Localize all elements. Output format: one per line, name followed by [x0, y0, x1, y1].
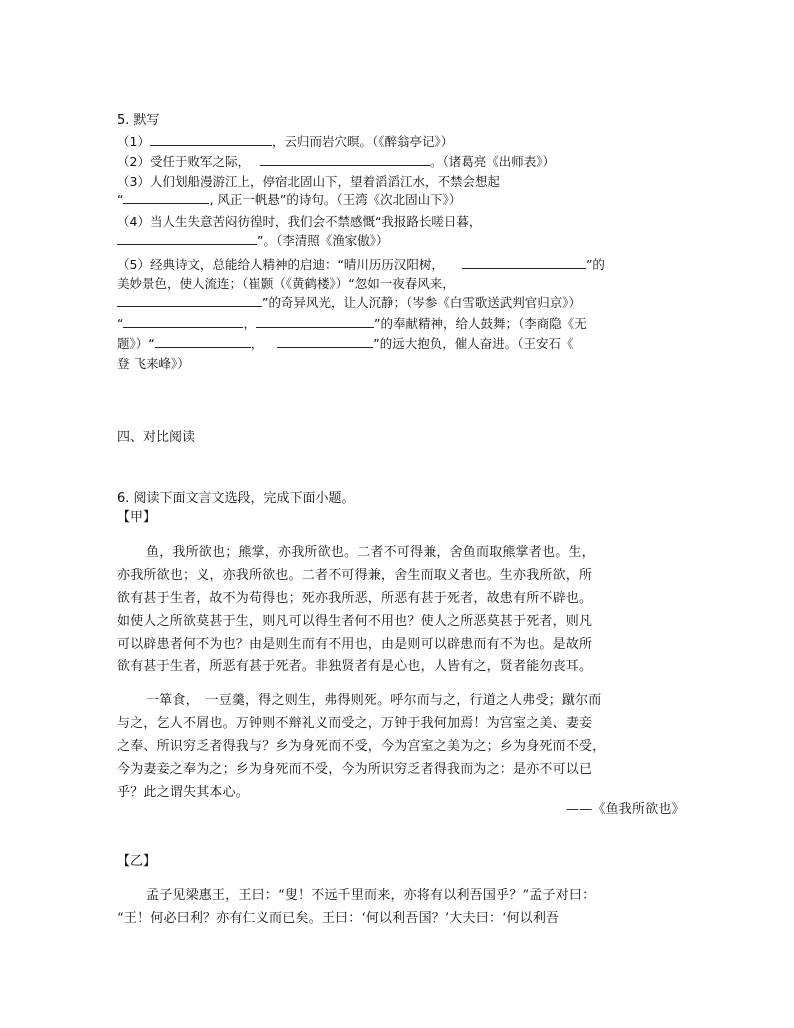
q5-line-7-prefix: （5）经典诗文，总能给人精神的启迪：“晴川历历汉阳树， — [117, 257, 444, 272]
passage-jia-p1-line: 鱼，我所欲也；熊掌，亦我所欲也。二者不可得兼，舍鱼而取熊掌者也。生， — [146, 545, 595, 560]
passage-jia-p1-line: 欲有甚于生者，故不为苟得也；死亦我所恶，所恶有甚于死者，故患有所不辟也。 — [117, 591, 593, 606]
q5-line-8: 美妙景色，使人流连；（崔颢（《黄鹤楼》）“忽如一夜春风来， — [117, 276, 455, 291]
q5-line-5: （4）当人生失意苦闷彷徨时，我们会不禁感慨“我报路长嗟日暮， — [117, 214, 482, 229]
q5-line-6-suffix: ”。（李清照《渔家傲》） — [257, 233, 389, 248]
q5-line-9-suffix: ”的奇异风光，让人沉静；（岑参《白雪歌送武判官归京》） — [262, 295, 581, 310]
q5-line-1 — [117, 132, 453, 152]
label-yi: 【乙】 — [117, 854, 157, 869]
answer-blank[interactable] — [277, 334, 373, 348]
q5-line-2 — [117, 152, 555, 172]
q5-line-12: 登 飞来峰》） — [117, 356, 190, 371]
passage-yi-line: “王！何必曰利？亦有仁义而已矣。王曰：‘何以利吾国？’大夫曰：‘何以利吾 — [117, 911, 560, 926]
answer-blank[interactable] — [462, 255, 586, 269]
passage-source: ——《鱼我所欲也》 — [566, 802, 685, 817]
q5-line-6 — [117, 231, 388, 251]
q5-line-7-suffix: ”的 — [585, 257, 605, 272]
q5-line-10-quote: “ — [117, 316, 124, 331]
q5-line-4-suffix: , 风正一帆悬”的诗句。（王湾《次北固山下》） — [209, 192, 462, 207]
answer-blank[interactable] — [260, 152, 430, 166]
passage-jia-p2-line: 一箪食， 一豆羹，得之则生，弗得则死。呼尔而与之，行道之人弗受；蹴尔而 — [146, 693, 602, 708]
q5-line-2-suffix: 。（诸葛亮《出师表》） — [429, 154, 555, 169]
answer-blank[interactable] — [155, 334, 251, 348]
q5-title: 5. 默写 — [117, 113, 160, 128]
label-jia: 【甲】 — [117, 510, 157, 525]
answer-blank[interactable] — [256, 314, 374, 328]
q5-line-4-quote: “ — [117, 192, 124, 207]
q5-line-9 — [117, 293, 581, 313]
passage-jia-p1-line: 可以辟患者何不为也？由是则生而有不用也，由是则可以辟患而有不为也。是故所 — [117, 637, 593, 652]
passage-jia-p2-line: 与之，乞人不屑也。万钟则不辩礼义而受之，万钟于我何加焉！为宫室之美、妻妾 — [117, 716, 593, 731]
answer-blank[interactable] — [123, 314, 243, 328]
q5-line-11-prefix: 题》）“ — [117, 336, 155, 351]
q5-line-4 — [117, 190, 461, 210]
answer-blank[interactable] — [123, 190, 209, 204]
q5-line-10 — [117, 314, 587, 334]
q5-line-10-suffix: ”的奉献精神，给人鼓舞；（李商隐《无 — [374, 316, 587, 331]
q5-line-11-comma: ， — [250, 336, 264, 351]
passage-jia-p1-line: 如使人之所欲莫甚于生，则凡可以得生者何不用也？使人之所恶莫甚于死者，则凡 — [117, 614, 593, 629]
q5-line-11-suffix: ”的远大抱负，催人奋进。（王安石《 — [373, 336, 574, 351]
passage-jia-p2-line: 今为妻妾之奉为之；乡为身死而不受，今为所识穷乏者得我而为之：是亦不可以已 — [117, 762, 593, 777]
q5-line-3: （3）人们划船漫游江上，停宿北固山下，望着滔滔江水，不禁会想起 — [117, 174, 500, 189]
passage-jia-p1-line: 欲有甚于生者，所恶有甚于死者。非独贤者有是心也，人皆有之，贤者能勿丧耳。 — [117, 659, 593, 674]
q5-line-2-prefix: （2）受任于败军之际， — [117, 154, 250, 169]
section-heading: 四、对比阅读 — [117, 430, 196, 445]
passage-jia-p1-line: 亦我所欲也；义，亦我所欲也。二者不可得兼，舍生而取义者也。生亦我所欲，所 — [117, 568, 593, 583]
passage-yi-line: 孟子见梁惠王，王曰：“叟！不远千里而来，亦将有以利吾国乎？”孟子对曰： — [146, 888, 596, 903]
q5-line-7 — [117, 255, 605, 275]
passage-jia-p2-line: 之奉、所识穷乏者得我与？乡为身死而不受，今为宫室之美为之；乡为身死而不受， — [117, 739, 606, 754]
q5-line-1-prefix: （1） — [117, 134, 150, 149]
answer-blank[interactable] — [150, 132, 272, 146]
answer-blank[interactable] — [117, 293, 262, 307]
q5-line-11 — [117, 334, 573, 354]
q5-line-1-suffix: ，云归而岩穴暝。（《醉翁亭记》） — [271, 134, 454, 149]
passage-jia-p2-line: 乎？此之谓失其本心。 — [117, 785, 250, 800]
q6-title: 6. 阅读下面文言文选段，完成下面小题。 — [117, 491, 355, 506]
q5-line-10-comma: ， — [243, 316, 256, 331]
answer-blank[interactable] — [117, 231, 257, 245]
